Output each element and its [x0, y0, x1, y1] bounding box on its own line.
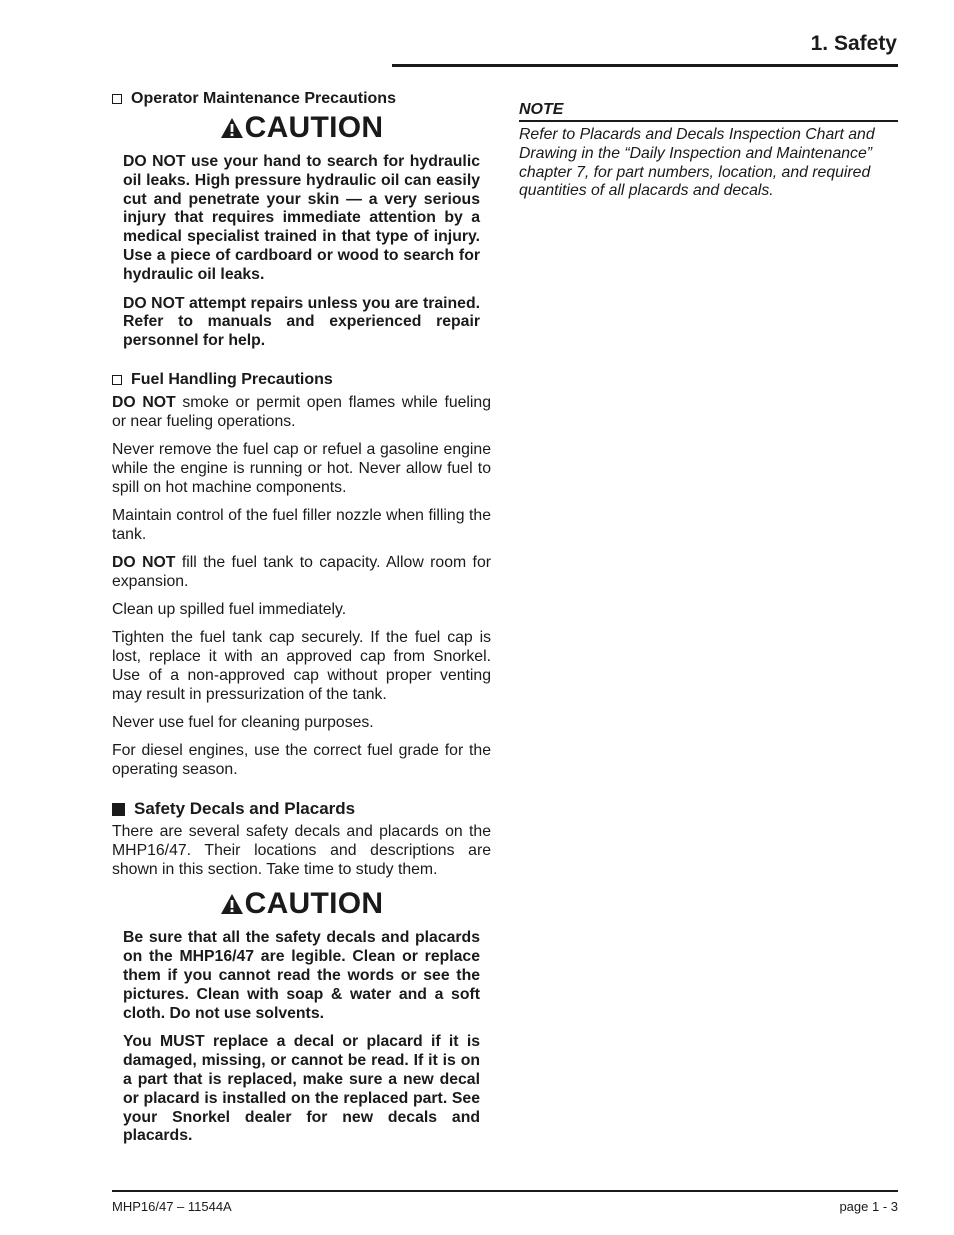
fuel-p1-rest: smoke or permit open flames while fueling or near fueling operations. [112, 393, 491, 430]
operator-maintenance-heading [112, 90, 491, 108]
decals-intro: There are several safety decals and placards on the MHP16/47. Their locations and descriptions are shown in this section. Take time to study them. [112, 823, 491, 878]
checkbox-bullet-icon [112, 375, 122, 385]
fuel-paragraph-5: Clean up spilled fuel immediately. [112, 601, 347, 619]
safety-decals-heading-text: Safety Decals and Placards [134, 799, 356, 819]
caution-word-1: CAUTION [244, 111, 384, 144]
caution-word-2: CAUTION [244, 887, 384, 921]
warning-triangle-icon [220, 117, 244, 139]
fuel-paragraph-4 [112, 554, 491, 592]
caution-body-2 [112, 929, 491, 1146]
note-label: NOTE [519, 101, 898, 122]
left-column [112, 90, 491, 1156]
right-column [519, 101, 898, 201]
header-rule [392, 64, 898, 67]
fuel-paragraph-1 [112, 394, 491, 432]
note-text: Refer to Placards and Decals Inspection Chart and Drawing in the “Daily Inspection and Maintenance” chapter 7, for part numbers, location, and required quantities of all placards and decals. [519, 126, 875, 200]
caution-1-paragraph-1: DO NOT use your hand to search for hydraulic oil leaks. High pressure hydraulic oil can easily cut and penetrate your skin — a very serious injury that requires immediate attention by a medical specialist trained in that type of injury. Use a piece of cardboard or wood to search for hydraulic oil leaks. [123, 153, 480, 283]
caution-banner-2 [112, 887, 491, 921]
fuel-paragraph-2: Never remove the fuel cap or refuel a gasoline engine while the engine is running or hot. Never allow fuel to spill on hot machine components. [112, 441, 491, 496]
caution-2-paragraph-1: Be sure that all the safety decals and placards on the MHP16/47 are legible. Clean or replace them if you cannot read the words or see the pictures. Clean with soap & water and a soft cloth. Do not use solvents. [123, 929, 480, 1022]
fuel-p1-bold: DO NOT [112, 393, 176, 411]
safety-decals-heading [112, 799, 491, 819]
footer-rule [112, 1190, 898, 1192]
checkbox-bullet-icon [112, 94, 122, 104]
caution-banner-1 [112, 111, 491, 145]
fuel-paragraph-8: For diesel engines, use the correct fuel grade for the operating season. [112, 742, 491, 779]
fuel-paragraph-7: Never use fuel for cleaning purposes. [112, 714, 374, 732]
fuel-handling-heading [112, 371, 491, 389]
caution-1-paragraph-2: DO NOT attempt repairs unless you are trained. Refer to manuals and experienced repair personnel for help. [123, 294, 480, 350]
fuel-paragraph-6: Tighten the fuel tank cap securely. If the fuel cap is lost, replace it with an approved cap from Snorkel. Use of a non-approved cap without proper venting may result in pressurization of the tank. [112, 629, 491, 703]
footer-page-number: page 1 - 3 [839, 1199, 898, 1214]
operator-maintenance-heading-text: Operator Maintenance Precautions [131, 90, 396, 107]
fuel-p4-bold: DO NOT [112, 554, 176, 572]
caution-2-paragraph-2: You MUST replace a decal or placard if it is damaged, missing, or cannot be read. If it is on a part that is replaced, make sure a new decal or placard is installed on the replaced part. See your Snorkel dealer for new decals and placards. [123, 1033, 480, 1145]
footer-doc-id: MHP16/47 – 11544A [112, 1199, 232, 1214]
warning-triangle-icon [220, 893, 244, 915]
section-title: 1. Safety [810, 32, 897, 55]
caution-body-1 [112, 153, 491, 351]
fuel-handling-heading-text: Fuel Handling Precautions [131, 370, 333, 388]
fuel-p4-rest: fill the fuel tank to capacity. Allow room for expansion. [112, 554, 491, 590]
solid-square-bullet-icon [112, 803, 125, 816]
fuel-paragraph-3: Maintain control of the fuel filler nozzle when filling the tank. [112, 506, 491, 543]
